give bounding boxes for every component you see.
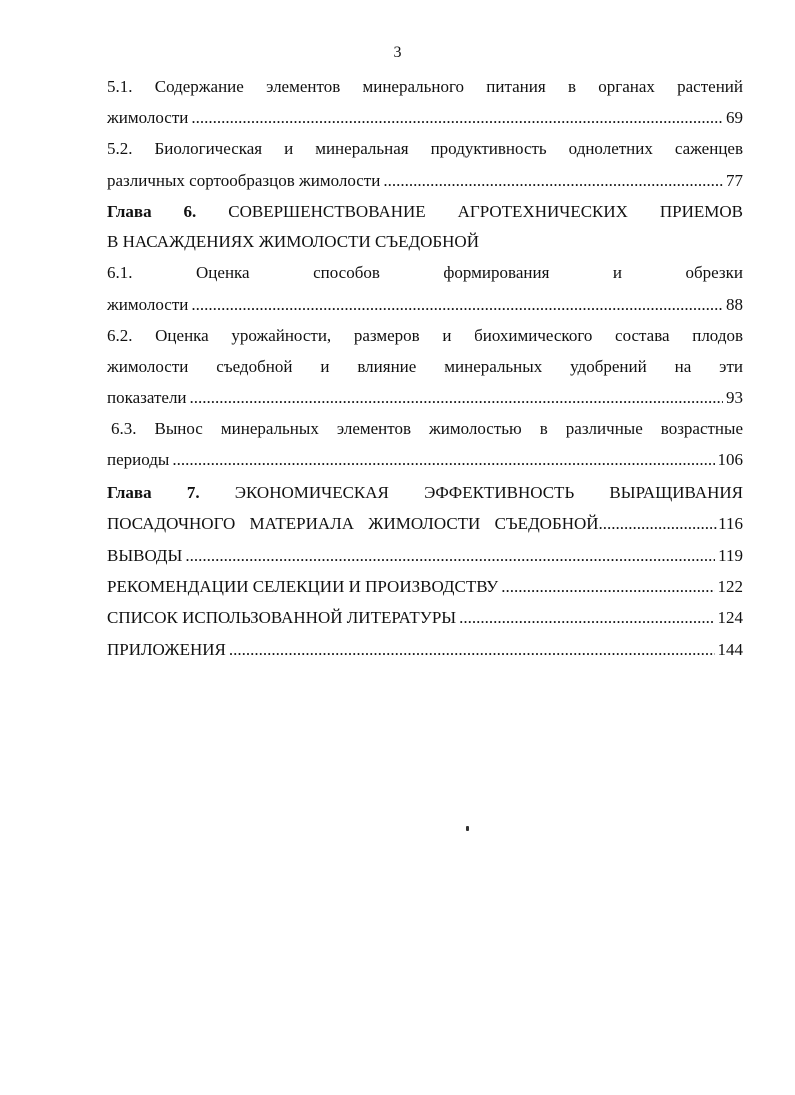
toc-entry-text: различных сортообразцов жимолости	[107, 171, 381, 190]
toc-entry-5-2-line1: 5.2. Биологическая и минеральная продуктивность однолетних саженцев	[107, 139, 743, 158]
toc-entry-text: РЕКОМЕНДАЦИИ СЕЛЕКЦИИ И ПРОИЗВОДСТВУ	[107, 577, 499, 596]
toc-chapter-6-line2: В НАСАЖДЕНИЯХ ЖИМОЛОСТИ СЪЕДОБНОЙ	[107, 232, 479, 251]
toc-page-number: 124	[717, 608, 743, 627]
toc-entry-text: жимолости	[107, 108, 189, 127]
chapter-label: Глава 6.	[107, 202, 197, 221]
toc-page-number: 122	[717, 577, 743, 596]
toc-entry-6-2-line2: жимолости съедобной и влияние минеральных удобрений на эти	[107, 357, 743, 376]
toc-entry-text: показатели	[107, 388, 187, 407]
chapter-title: ЭКОНОМИЧЕСКАЯ ЭФФЕКТИВНОСТЬ ВЫРАЩИВАНИЯ	[234, 483, 743, 502]
toc-entry-text: СПИСОК ИСПОЛЬЗОВАННОЙ ЛИТЕРАТУРЫ	[107, 608, 457, 627]
dot-leader	[229, 635, 715, 665]
toc-entry-5-1-line1: 5.1. Содержание элементов минерального питания в органах растений	[107, 77, 743, 96]
toc-chapter-7-line1	[107, 478, 743, 508]
toc-page-number: 116	[718, 514, 743, 533]
toc-entry-recommendations	[107, 572, 743, 602]
scan-speck	[466, 826, 469, 831]
dot-leader	[459, 603, 714, 633]
page-number: 3	[393, 44, 402, 61]
toc-entry-text: ПОСАДОЧНОГО МАТЕРИАЛА ЖИМОЛОСТИ СЪЕДОБНОЙ	[107, 514, 599, 533]
dot-leader	[383, 166, 723, 196]
dot-leader	[185, 541, 715, 571]
toc-entry-text: жимолости	[107, 295, 189, 314]
toc-entry-6-1-line1: 6.1. Оценка способов формирования и обрезки	[107, 263, 743, 282]
toc-entry-6-2-line1: 6.2. Оценка урожайности, размеров и биохимического состава плодов	[107, 326, 743, 345]
dot-leader	[191, 103, 723, 133]
toc-entry-6-3-line1: 6.3. Вынос минеральных элементов жимолостью в различные возрастные	[111, 419, 743, 438]
dot-leader	[599, 509, 719, 539]
toc-entry-appendices	[107, 635, 743, 665]
chapter-label: Глава 7.	[107, 483, 200, 502]
toc-entry-references	[107, 603, 743, 633]
toc-page-number: 106	[717, 450, 743, 469]
toc-page-number: 119	[718, 546, 743, 565]
toc-page-number: 88	[726, 295, 743, 314]
toc-entry-6-3-line2	[107, 445, 743, 475]
toc-chapter-7-line2	[107, 509, 743, 539]
dot-leader	[172, 445, 714, 475]
toc-page-number: 93	[726, 388, 743, 407]
chapter-title: СОВЕРШЕНСТВОВАНИЕ АГРОТЕХНИЧЕСКИХ ПРИЕМОВ	[228, 202, 744, 221]
dot-leader	[501, 572, 714, 602]
toc-entry-text: ВЫВОДЫ	[107, 546, 183, 565]
toc-page-number: 144	[717, 640, 743, 659]
toc-entry-text: периоды	[107, 450, 170, 469]
dot-leader	[191, 290, 723, 320]
toc-entry-5-1-line2	[107, 103, 743, 133]
toc-entry-6-1-line2	[107, 290, 743, 320]
toc-entry-5-2-line2	[107, 166, 743, 196]
toc-page-number: 77	[726, 171, 743, 190]
toc-entry-conclusions	[107, 541, 743, 571]
toc-page-number: 69	[726, 108, 743, 127]
toc-entry-6-2-line3	[107, 383, 743, 413]
toc-entry-text: ПРИЛОЖЕНИЯ	[107, 640, 226, 659]
toc-chapter-6-line1	[107, 197, 743, 227]
dot-leader	[190, 383, 723, 413]
